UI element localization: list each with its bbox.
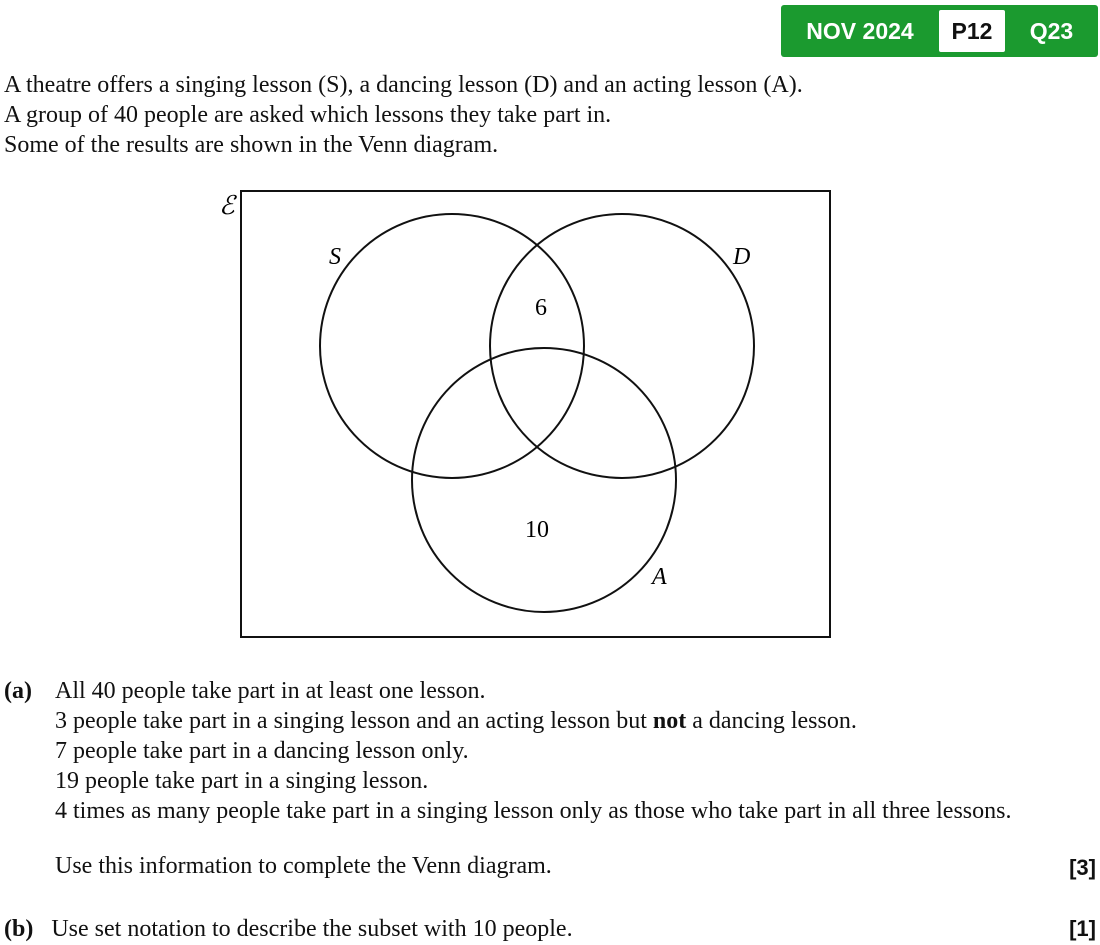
part-b-marks: [1] bbox=[1069, 916, 1096, 941]
part-a-line bbox=[55, 706, 1011, 736]
paper-label: P12 bbox=[939, 10, 1005, 52]
part-a-line: 19 people take part in a singing lesson. bbox=[55, 768, 429, 794]
part-a-label: (a) bbox=[4, 678, 32, 704]
part-a-line: All 40 people take part in at least one lesson. bbox=[55, 678, 486, 704]
session-label: NOV 2024 bbox=[806, 17, 914, 44]
part-a-body bbox=[55, 676, 1011, 826]
part-b-text: Use set notation to describe the subset with 10 people. bbox=[51, 916, 573, 942]
universal-set-symbol: ℰ bbox=[219, 191, 235, 220]
emphasis-not: not bbox=[652, 708, 687, 734]
part-b bbox=[4, 914, 573, 944]
set-a-label: A bbox=[652, 564, 667, 590]
part-a-line-text: 3 people take part in a singing lesson and an acting lesson but bbox=[55, 708, 653, 734]
intro-line: A group of 40 people are asked which lessons they take part in. bbox=[4, 102, 612, 128]
set-a-circle bbox=[412, 348, 676, 612]
part-a-line: 7 people take part in a dancing lesson only. bbox=[55, 738, 469, 764]
part-a-line-text: a dancing lesson. bbox=[686, 708, 857, 734]
part-a-line: 4 times as many people take part in a singing lesson only as those who take part in all three lessons. bbox=[55, 798, 1012, 824]
part-a-marks: [3] bbox=[1069, 855, 1096, 880]
question-number: Q23 bbox=[1029, 17, 1074, 44]
set-d-circle bbox=[490, 214, 754, 478]
region-s-and-d-value: 6 bbox=[535, 295, 547, 321]
part-b-label: (b) bbox=[4, 916, 34, 942]
set-d-label: D bbox=[733, 244, 751, 270]
set-s-label: S bbox=[329, 244, 341, 270]
part-a-instruction: Use this information to complete the Venn diagram. bbox=[55, 853, 552, 879]
intro-line: A theatre offers a singing lesson (S), a dancing lesson (D) and an acting lesson (A). bbox=[4, 72, 803, 98]
part-a bbox=[4, 676, 1011, 826]
set-s-circle bbox=[320, 214, 584, 478]
region-a-only-value: 10 bbox=[525, 517, 549, 543]
intro-line: Some of the results are shown in the Venn diagram. bbox=[4, 132, 499, 158]
